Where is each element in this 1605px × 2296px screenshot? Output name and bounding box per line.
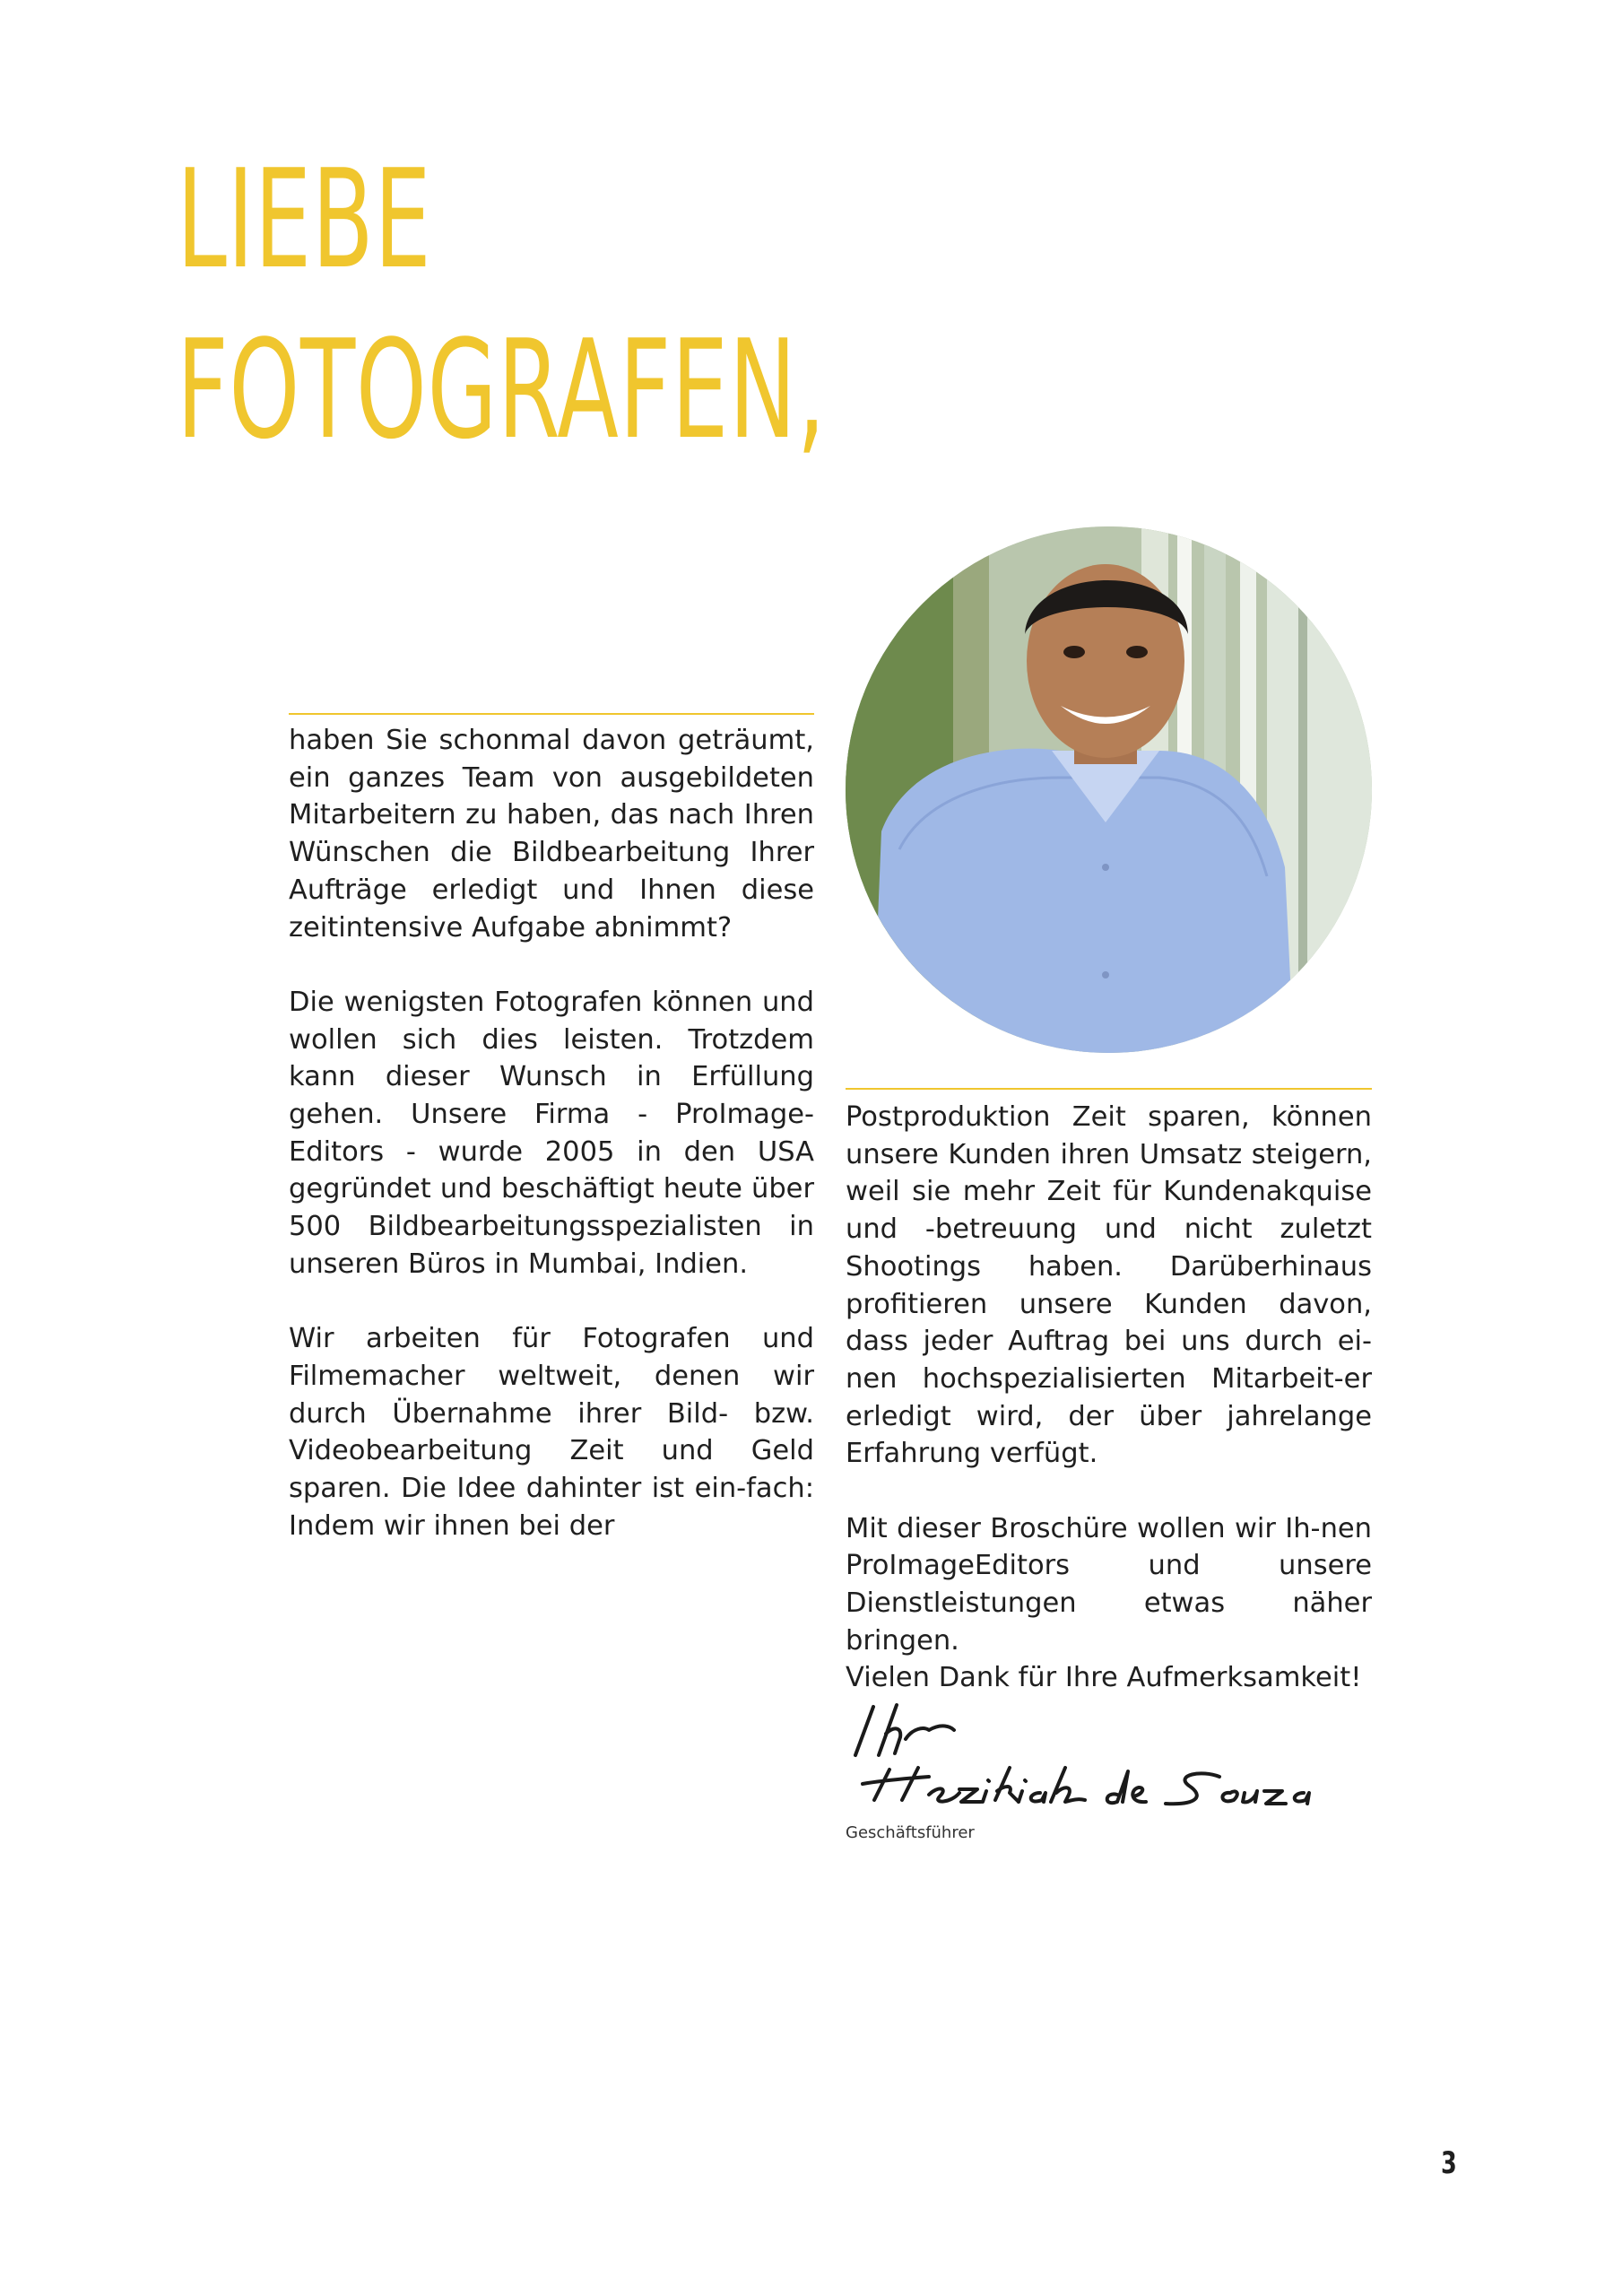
headline-line-1: LIEBE [177, 140, 432, 299]
paragraph: Mit dieser Broschüre wollen wir Ih-nen ProImageEditors und unsere Dienstleistungen etwas näher bringen. [846, 1512, 1372, 1657]
body-column-left [289, 722, 814, 1544]
paragraph: Postproduktion Zeit sparen, können unsere Kunden ihren Umsatz steigern, weil sie mehr Zeit für Kundenakquise und -betreuung und nicht zuletzt Shootings haben. Darüberhinaus profitieren unsere Kunden davon, dass jeder Auftrag bei uns durch ei-nen hochspezialisierten Mitarbeit-er erledigt wird, der über jahrelange Erfahrung verfügt. [846, 1101, 1372, 1470]
page-number: 3 [1441, 2145, 1457, 2181]
page-headline [177, 135, 1160, 475]
headline-line-2: FOTOGRAFEN, [177, 310, 827, 469]
divider-left [289, 713, 814, 715]
handwritten-signature [843, 1700, 1345, 1834]
paragraph: haben Sie schonmal davon geträumt, ein ganzes Team von ausgebildeten Mitarbeitern zu haben, das nach Ihren Wünschen die Bildbearbeitung Ihrer Aufträge erledigt und Ihnen diese zeitintensive Aufgabe abnimmt? [289, 725, 814, 944]
paragraph: Wir arbeiten für Fotografen und Filmemacher weltweit, denen wir durch Übernahme ihrer Bild- bzw. Videobearbeitung Zeit und Geld sparen. Die Idee dahinter ist ein-fach: Indem wir ihnen bei der [289, 1323, 814, 1542]
paragraph: Die wenigsten Fotografen können und wollen sich dies leisten. Trotzdem kann dieser Wunsch in Erfüllung gehen. Unsere Firma - ProImage-Editors - wurde 2005 in den USA gegründet und beschäftigt heute über 500 Bildbearbeitungsspezialisten in unseren Büros in Mumbai, Indien. [289, 986, 814, 1280]
closing-thanks: Vielen Dank für Ihre Aufmerksamkeit! [846, 1662, 1362, 1693]
body-column-right [846, 1099, 1372, 1660]
divider-right [846, 1088, 1372, 1090]
portrait-photo [846, 526, 1372, 1053]
signature-role: Geschäftsführer [846, 1823, 975, 1842]
